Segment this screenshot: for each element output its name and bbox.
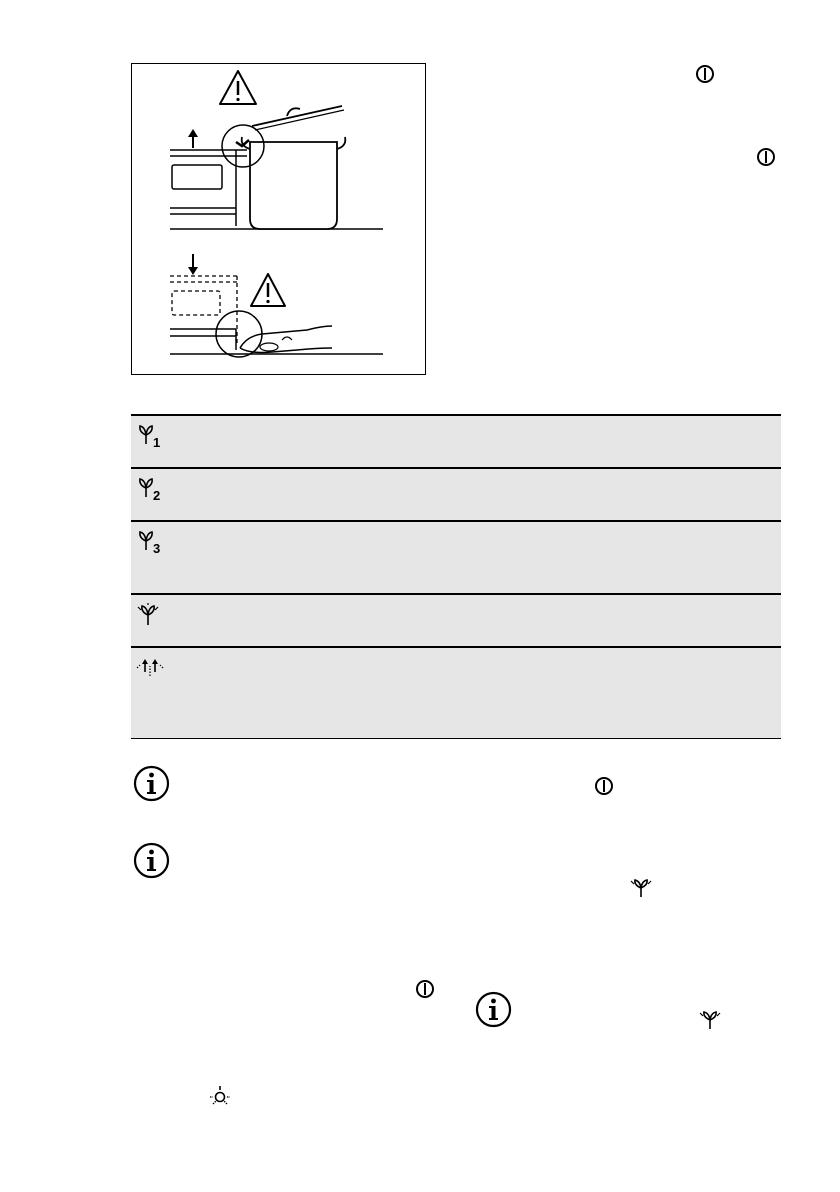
fan-speed-2-icon bbox=[135, 475, 167, 508]
fan-boost-icon bbox=[135, 601, 167, 634]
svg-text:3: 3 bbox=[153, 541, 161, 556]
extraction-up-icon bbox=[135, 654, 167, 687]
info-icon bbox=[133, 765, 170, 802]
power-icon bbox=[594, 776, 614, 796]
fan-boost-icon bbox=[697, 1008, 723, 1032]
table-row bbox=[131, 646, 781, 739]
hand-drawing bbox=[240, 326, 332, 353]
arrow-up-icon bbox=[188, 129, 198, 148]
power-icon bbox=[695, 64, 715, 84]
fan-boost-icon bbox=[628, 876, 654, 900]
warning-icon bbox=[251, 274, 285, 306]
warning-icon bbox=[220, 71, 256, 104]
table-row bbox=[131, 520, 781, 593]
hood-raised bbox=[170, 150, 247, 226]
table-row bbox=[131, 593, 781, 646]
hood-lowered bbox=[170, 276, 237, 350]
fan-speed-1-icon bbox=[135, 422, 167, 455]
hood-safety-illustration bbox=[132, 64, 425, 374]
pot-drawing bbox=[242, 106, 346, 229]
table-row bbox=[131, 414, 781, 467]
info-icon bbox=[475, 991, 512, 1028]
table-row bbox=[131, 467, 781, 520]
arrow-down-icon bbox=[188, 254, 198, 275]
svg-text:1: 1 bbox=[153, 435, 161, 450]
illustration-figure bbox=[131, 63, 426, 375]
info-icon bbox=[133, 842, 170, 879]
svg-text:2: 2 bbox=[153, 488, 161, 503]
power-icon bbox=[756, 147, 776, 167]
power-icon bbox=[415, 979, 435, 999]
fan-speed-table bbox=[131, 414, 781, 739]
light-icon bbox=[208, 1084, 232, 1106]
fan-speed-3-icon bbox=[135, 528, 167, 561]
